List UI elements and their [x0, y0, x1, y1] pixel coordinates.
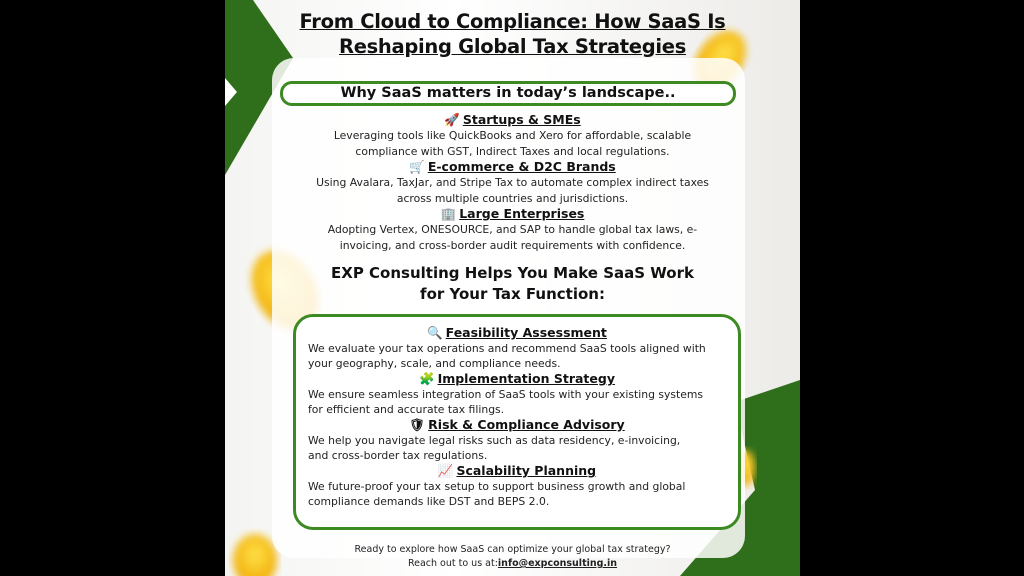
rocket-icon: 🚀: [444, 112, 460, 127]
post-image: [225, 0, 800, 576]
service-implementation: [296, 371, 738, 417]
service-feasibility: [296, 325, 738, 371]
footer-contact: [225, 557, 800, 571]
service-text: We help you navigate legal risks such as data residency, e-invoicing,: [308, 434, 681, 447]
segment-ecommerce: [225, 159, 800, 206]
segment-text: Leveraging tools like QuickBooks and Xero for affordable, scalable: [333, 129, 692, 142]
segments-section: [225, 112, 800, 253]
services-box: [293, 314, 741, 530]
footer-contact-prefix: Reach out to us at:: [407, 558, 498, 569]
service-heading: Implementation Strategy: [437, 371, 615, 386]
shopping-cart-icon: 🛒: [409, 159, 425, 174]
why-saas-pill: Why SaaS matters in today’s landscape..: [280, 81, 736, 106]
services-subheading-line-1: EXP Consulting Helps You Make SaaS Work: [331, 264, 694, 282]
segment-heading: Large Enterprises: [459, 206, 585, 221]
segment-text: invoicing, and cross-border audit requirements with confidence.: [339, 238, 686, 252]
post-title-line-2: Reshaping Global Tax Strategies: [338, 35, 686, 58]
service-text: for efficient and accurate tax filings.: [308, 403, 505, 416]
email-link[interactable]: info@expconsulting.in: [497, 558, 618, 569]
chart-increasing-icon: 📈: [437, 463, 454, 478]
magnifier-icon: 🔍: [427, 325, 443, 340]
puzzle-icon: 🧩: [418, 371, 435, 386]
services-subheading-line-2: for Your Tax Function:: [420, 285, 605, 303]
service-text: We ensure seamless integration of SaaS tools with your existing systems: [308, 388, 704, 401]
segment-heading: E-commerce & D2C Brands: [427, 159, 616, 174]
segment-heading: Startups & SMEs: [462, 112, 581, 127]
segment-enterprises: [225, 206, 800, 253]
segment-startups: [225, 112, 800, 159]
post-title-line-1: From Cloud to Compliance: How SaaS Is: [299, 10, 726, 33]
office-building-icon: 🏢: [440, 206, 457, 221]
service-risk: [296, 417, 738, 463]
segment-text: Adopting Vertex, ONESOURCE, and SAP to handle global tax laws, e-: [327, 223, 698, 236]
service-text: your geography, scale, and compliance needs.: [308, 357, 561, 370]
segment-text: compliance with GST, Indirect Taxes and local regulations.: [355, 144, 670, 158]
shield-icon: 🛡: [409, 417, 426, 432]
service-scalability: [296, 463, 738, 509]
footer-cta: Ready to explore how SaaS can optimize your global tax strategy?: [354, 544, 671, 555]
service-heading: Risk & Compliance Advisory: [428, 417, 625, 432]
service-heading: Feasibility Assessment: [445, 325, 607, 340]
service-heading: Scalability Planning: [456, 463, 597, 478]
service-text: compliance demands like DST and BEPS 2.0.: [308, 495, 550, 508]
segment-text: across multiple countries and jurisdictions.: [396, 191, 629, 205]
service-text: We future-proof your tax setup to support business growth and global: [308, 480, 686, 493]
service-text: We evaluate your tax operations and recommend SaaS tools aligned with: [308, 342, 706, 355]
segment-text: Using Avalara, TaxJar, and Stripe Tax to automate complex indirect taxes: [316, 176, 709, 189]
service-text: and cross-border tax regulations.: [308, 449, 488, 462]
